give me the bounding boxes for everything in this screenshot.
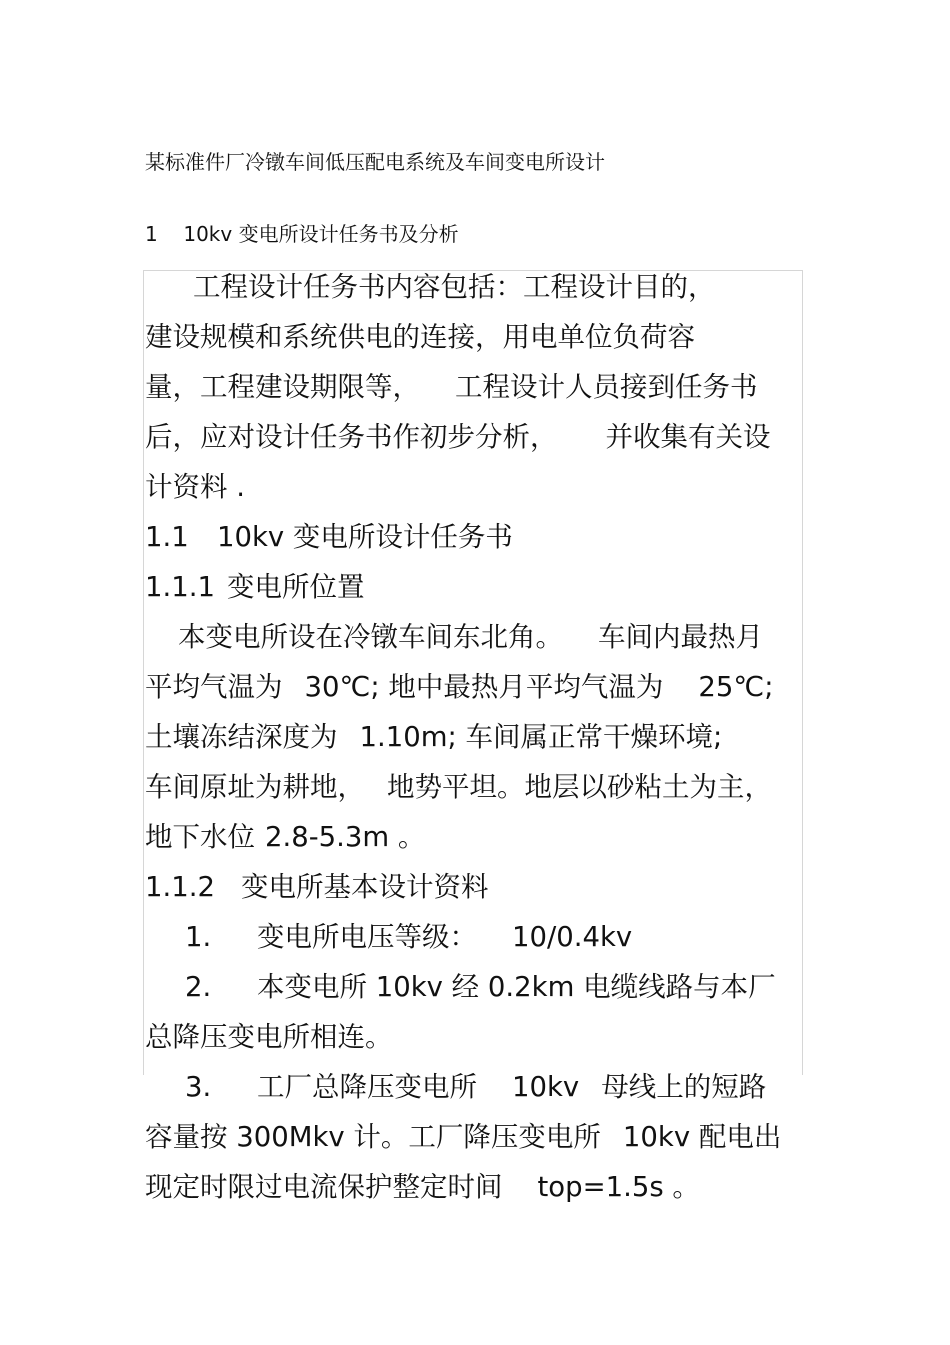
intro-line: 计资料 . xyxy=(145,471,245,503)
list-item-text: top=1.5s 。 xyxy=(537,1171,700,1203)
section-1-1-2-title: 变电所基本设计资料 xyxy=(241,871,489,903)
section-1-1-2-heading xyxy=(145,862,805,912)
intro-line-part: 并收集有关设 xyxy=(605,421,771,453)
location-line xyxy=(145,612,805,662)
location-line-part: 车间原址为耕地， xyxy=(145,771,365,803)
list-item-text: 本变电所 10kv 经 0.2km 电缆线路与本厂 xyxy=(257,971,776,1003)
list-item-continuation xyxy=(145,1162,805,1212)
location-line-part: 1.10m; 车间属正常干燥环境; xyxy=(359,721,723,753)
section-1-1-title: 10kv 变电所设计任务书 xyxy=(217,521,513,553)
location-line-part: 车间内最热月 xyxy=(598,621,763,653)
location-line xyxy=(145,662,805,712)
location-line-part: 地势平坦。地层以砂粘土为主， xyxy=(387,771,772,803)
list-item-text: 变电所电压等级： xyxy=(257,921,477,953)
list-item-continuation xyxy=(145,1112,805,1162)
location-line xyxy=(145,762,805,812)
location-line-part: 30℃; 地中最热月平均气温为 xyxy=(304,671,664,703)
location-line-part: 平均气温为 xyxy=(145,671,283,703)
list-item-number: 2. xyxy=(185,971,212,1003)
location-line-part: 地下水位 xyxy=(145,821,255,853)
list-item-number: 1. xyxy=(185,921,212,953)
list-item-text: 现定时限过电流保护整定时间 xyxy=(145,1171,503,1203)
list-item-text: 工厂总降压变电所 xyxy=(257,1071,477,1103)
section-1-1-2-number: 1.1.2 xyxy=(145,871,215,903)
list-item-number: 3. xyxy=(185,1071,212,1103)
list-item xyxy=(145,1062,805,1112)
intro-line: 工程设计任务书内容包括：工程设计目的， xyxy=(193,271,716,303)
location-line xyxy=(145,812,805,862)
intro-line: 建设规模和系统供电的连接，用电单位负荷容 xyxy=(145,321,695,353)
list-item xyxy=(145,912,805,962)
list-item-continuation: 总降压变电所相连。 xyxy=(145,1021,393,1053)
intro-line-part: 工程设计人员接到任务书 xyxy=(455,371,758,403)
section-1-1-heading xyxy=(145,512,805,562)
intro-line xyxy=(145,412,805,462)
document-body xyxy=(145,262,805,1212)
location-line xyxy=(145,712,805,762)
intro-line-part: 后，应对设计任务书作初步分析， xyxy=(145,421,558,453)
list-item-text: 母线上的短路 xyxy=(601,1071,767,1103)
list-item xyxy=(145,962,805,1012)
location-line-part: 本变电所设在冷镦车间东北角。 xyxy=(178,621,563,653)
document-title: 某标准件厂冷镦车间低压配电系统及车间变电所设计 xyxy=(145,150,605,174)
section-1-heading xyxy=(145,220,459,248)
section-1-1-1-title: 变电所位置 xyxy=(227,571,365,603)
section-1-number: 1 xyxy=(145,222,158,246)
list-item-text: 容量按 300Mkv 计。工厂降压变电所 xyxy=(145,1121,601,1153)
section-1-1-1-number: 1.1.1 xyxy=(145,571,215,603)
list-item-text: 10kv 配电出 xyxy=(622,1121,782,1153)
location-line-part: 2.8-5.3m 。 xyxy=(265,821,426,853)
intro-line-part: 量，工程建设期限等， xyxy=(145,371,420,403)
list-item-text: 10/0.4kv xyxy=(512,921,633,953)
location-line-part: 土壤冻结深度为 xyxy=(145,721,338,753)
location-line-part: 25℃; xyxy=(698,671,774,703)
list-item-text: 10kv xyxy=(512,1071,580,1103)
section-1-1-number: 1.1 xyxy=(145,521,189,553)
section-1-1-1-heading xyxy=(145,562,805,612)
section-1-title: 10kv 变电所设计任务书及分析 xyxy=(183,222,459,246)
intro-line xyxy=(145,362,805,412)
